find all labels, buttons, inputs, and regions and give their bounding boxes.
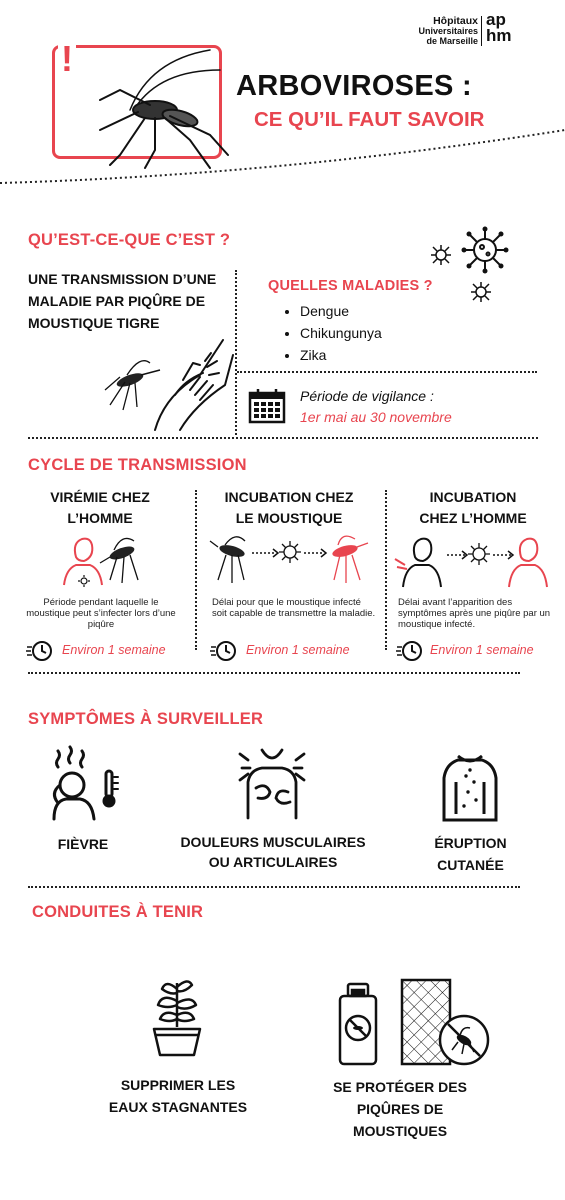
virus-icon-large bbox=[460, 225, 510, 275]
page-subtitle: CE QU’IL FAUT SAVOIR bbox=[254, 108, 485, 131]
page-title: ARBOVIROSES : bbox=[236, 70, 472, 102]
cycle-step-2-desc: Délai pour que le moustique infecté soit capable de transmettre la maladie. bbox=[212, 597, 376, 619]
vigilance-divider bbox=[237, 371, 537, 373]
mosquito-incubation-icon bbox=[210, 535, 370, 585]
repellent-spray-icon bbox=[338, 982, 378, 1066]
cycle-divider-2 bbox=[385, 490, 387, 650]
conduct-protect-line: SE PROTÉGER DES bbox=[333, 1079, 467, 1095]
conduct-water-line: SUPPRIMER LES bbox=[120, 1077, 236, 1093]
logo-mark-bottom: hm bbox=[486, 26, 512, 45]
calendar-icon bbox=[248, 388, 286, 424]
conduct-water-line: EAUX STAGNANTES bbox=[108, 1099, 248, 1115]
symptom-fever-label: FIÈVRE bbox=[57, 836, 109, 852]
cycle-step-title-line: LE MOUSTIQUE bbox=[235, 510, 343, 526]
alert-exclamation-icon: ! bbox=[58, 38, 76, 80]
symptom-pain-line: DOULEURS MUSCULAIRES bbox=[180, 834, 366, 850]
diseases-heading: QUELLES MALADIES ? bbox=[268, 278, 433, 294]
fever-icon bbox=[50, 745, 122, 821]
section-divider bbox=[28, 437, 538, 439]
viremia-human-mosquito-icon bbox=[62, 535, 152, 595]
disease-item: • Dengue bbox=[300, 300, 382, 322]
cycle-step-2-title bbox=[198, 487, 380, 529]
conduct-protect-line: MOUSTIQUES bbox=[352, 1123, 448, 1139]
section-divider bbox=[28, 672, 520, 674]
clock-icon bbox=[396, 639, 424, 663]
skin-rash-icon bbox=[440, 752, 500, 822]
vigilance-label: Période de vigilance : bbox=[300, 388, 434, 404]
symptom-pain-line: OU ARTICULAIRES bbox=[208, 854, 338, 870]
symptom-rash-label bbox=[408, 832, 533, 876]
cycle-step-title-line: CHEZ L’HOMME bbox=[419, 510, 527, 526]
cycle-step-3-desc: Délai avant l’apparition des symptômes après une piqûre par un moustique infecté. bbox=[398, 597, 551, 630]
cycle-heading: CYCLE DE TRANSMISSION bbox=[28, 456, 247, 474]
cycle-step-1-desc: Période pendant laquelle le moustique peut s’infecter lors d’une piqûre bbox=[26, 597, 176, 630]
cycle-step-1-duration: Environ 1 semaine bbox=[62, 643, 166, 657]
human-incubation-icon bbox=[395, 535, 555, 590]
cycle-step-title-line: INCUBATION bbox=[429, 489, 517, 505]
cycle-step-1-title bbox=[10, 487, 190, 529]
symptom-rash-line: CUTANÉE bbox=[437, 857, 504, 873]
cycle-step-2-duration: Environ 1 semaine bbox=[246, 643, 350, 657]
cycle-step-title-line: VIRÉMIE CHEZ bbox=[50, 489, 150, 505]
cycle-divider-1 bbox=[195, 490, 197, 650]
intro-vertical-divider bbox=[235, 270, 237, 435]
cycle-step-title-line: L’HOMME bbox=[67, 510, 133, 526]
conduct-protect-label bbox=[310, 1076, 490, 1142]
conduct-water-label bbox=[88, 1074, 268, 1118]
symptom-rash-line: ÉRUPTION bbox=[434, 835, 507, 851]
symptom-pain-label bbox=[158, 832, 388, 872]
virus-icon-small-right bbox=[470, 281, 492, 303]
clock-icon bbox=[26, 639, 54, 663]
transmission-text: UNE TRANSMISSION D’UNE MALADIE PAR PIQÛRE DE MOUSTIQUE TIGRE bbox=[28, 271, 217, 331]
logo-line-1: Hôpitaux bbox=[433, 15, 478, 27]
arm-mosquito-bite-icon bbox=[105, 335, 235, 435]
disease-item: • Zika bbox=[300, 344, 382, 366]
vigilance-dates: 1er mai au 30 novembre bbox=[300, 409, 452, 425]
hospital-logo bbox=[418, 10, 550, 54]
symptoms-heading: SYMPTÔMES À SURVEILLER bbox=[28, 710, 264, 728]
conduct-protect-line: PIQÛRES DE bbox=[356, 1101, 444, 1117]
muscle-pain-icon bbox=[238, 748, 306, 820]
cycle-step-3-duration: Environ 1 semaine bbox=[430, 643, 534, 657]
diseases-list bbox=[282, 300, 382, 366]
mosquito-net-icon bbox=[400, 978, 492, 1070]
logo-line-3: de Marseille bbox=[426, 36, 478, 46]
logo-mark-top: ap bbox=[486, 10, 506, 29]
plant-pot-icon bbox=[152, 975, 202, 1057]
cycle-step-title-line: INCUBATION CHEZ bbox=[224, 489, 354, 505]
virus-icon-small-left bbox=[430, 244, 452, 266]
cycle-step-3-title bbox=[388, 487, 558, 529]
disease-item: • Chikungunya bbox=[300, 322, 382, 344]
conduct-heading: CONDUITES À TENIR bbox=[32, 903, 204, 921]
logo-line-2: Universitaires bbox=[418, 26, 478, 36]
clock-icon bbox=[210, 639, 238, 663]
section-divider bbox=[28, 886, 520, 888]
header-divider bbox=[0, 120, 565, 190]
intro-heading: QU’EST-CE-QUE C’EST ? bbox=[28, 231, 231, 249]
